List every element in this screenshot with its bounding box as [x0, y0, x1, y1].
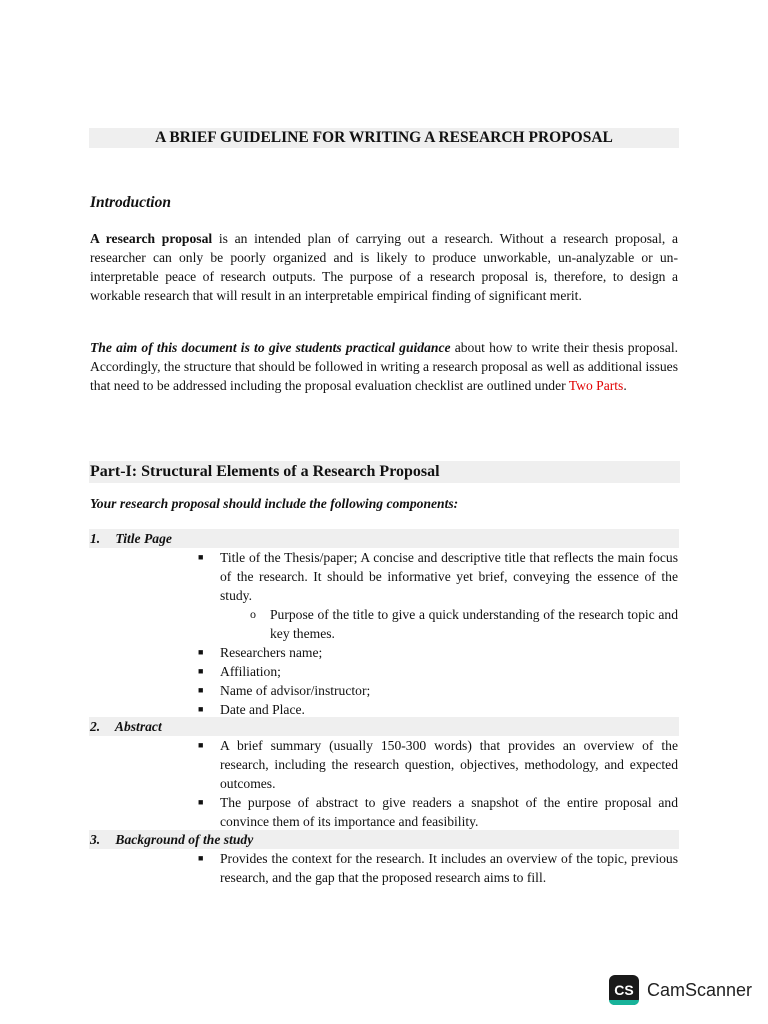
- section-title: Abstract: [114, 719, 162, 734]
- square-bullet-icon: ■: [198, 740, 204, 750]
- list-item: ■ Affiliation;: [198, 664, 281, 679]
- document-title: A BRIEF GUIDELINE FOR WRITING A RESEARCH PROPOSAL: [89, 128, 679, 148]
- square-bullet-icon: ■: [198, 704, 204, 714]
- intro-p2-red-text: Two Parts: [568, 378, 624, 393]
- introduction-heading: Introduction: [90, 194, 171, 211]
- list-item: ■ Name of advisor/instructor;: [198, 683, 371, 698]
- section-title: Title Page: [115, 531, 172, 546]
- section-heading-title-page: [89, 529, 679, 548]
- intro-paragraph-2: [90, 338, 678, 395]
- section-3-bullets: [196, 849, 678, 887]
- intro-p2-text: about how to write their thesis proposal. Accordingly, the structure that should be followed in writing a research proposal as well as additional issues that need to be addressed including the proposal evaluation checklist are outlined under: [90, 340, 679, 393]
- part1-subheading: Your research proposal should include the following components:: [90, 496, 459, 511]
- sub-list-item: o Purpose of the title to give a quick understanding of the research topic and key themes.: [250, 607, 678, 641]
- list-item: ■ A brief summary (usually 150-300 words) that provides an overview of the research, including the research question, objectives, methodology, and expected outcomes.: [198, 738, 678, 791]
- section-1-bullets: [196, 548, 678, 719]
- square-bullet-icon: ■: [198, 552, 204, 562]
- list-item: ■ Date and Place.: [198, 702, 305, 717]
- section-2-bullets: [196, 736, 678, 831]
- square-bullet-icon: ■: [198, 797, 204, 807]
- intro-p2-bold: The aim of this document is to give students practical guidance: [90, 340, 451, 355]
- square-bullet-icon: ■: [198, 647, 204, 657]
- intro-p1-bold: A research proposal: [90, 231, 213, 246]
- list-item: ■ Title of the Thesis/paper; A concise and descriptive title that reflects the main focus of the research. It should be informative yet brief, conveying the essence of the study.: [198, 550, 678, 603]
- intro-p1-text: is an intended plan of carrying out a research. Without a research proposal, a researcher can only be poorly organized and is likely to produce unworkable, un-analyzable or un-interpretable peace of research outputs. The purpose of a research proposal is, therefore, to design a workable research that will result in an interpretable empirical finding of significant merit.: [90, 231, 678, 303]
- part1-heading: Part-I: Structural Elements of a Research Proposal: [89, 461, 680, 483]
- section-title: Background of the study: [115, 832, 254, 847]
- square-bullet-icon: ■: [198, 685, 204, 695]
- section-number: 2.: [90, 719, 101, 734]
- list-item: ■ Researchers name;: [198, 645, 323, 660]
- camscanner-brand-text: CamScanner: [647, 980, 753, 1000]
- intro-paragraph-1: [90, 229, 678, 305]
- section-number: 1.: [90, 531, 101, 546]
- section-heading-abstract: [89, 717, 679, 736]
- circle-bullet-icon: o: [250, 607, 256, 621]
- list-item: ■ Provides the context for the research. It includes an overview of the topic, previous research, and the gap that the proposed research aims to fill.: [198, 851, 678, 885]
- section-number: 3.: [90, 832, 101, 847]
- square-bullet-icon: ■: [198, 666, 204, 676]
- list-item: ■ The purpose of abstract to give readers a snapshot of the entire proposal and convince them of its importance and feasibility.: [198, 795, 678, 829]
- intro-p2-end: .: [623, 378, 627, 393]
- camscanner-logo-icon: CS: [609, 975, 639, 1005]
- section-heading-background: [89, 830, 679, 849]
- square-bullet-icon: ■: [198, 853, 204, 863]
